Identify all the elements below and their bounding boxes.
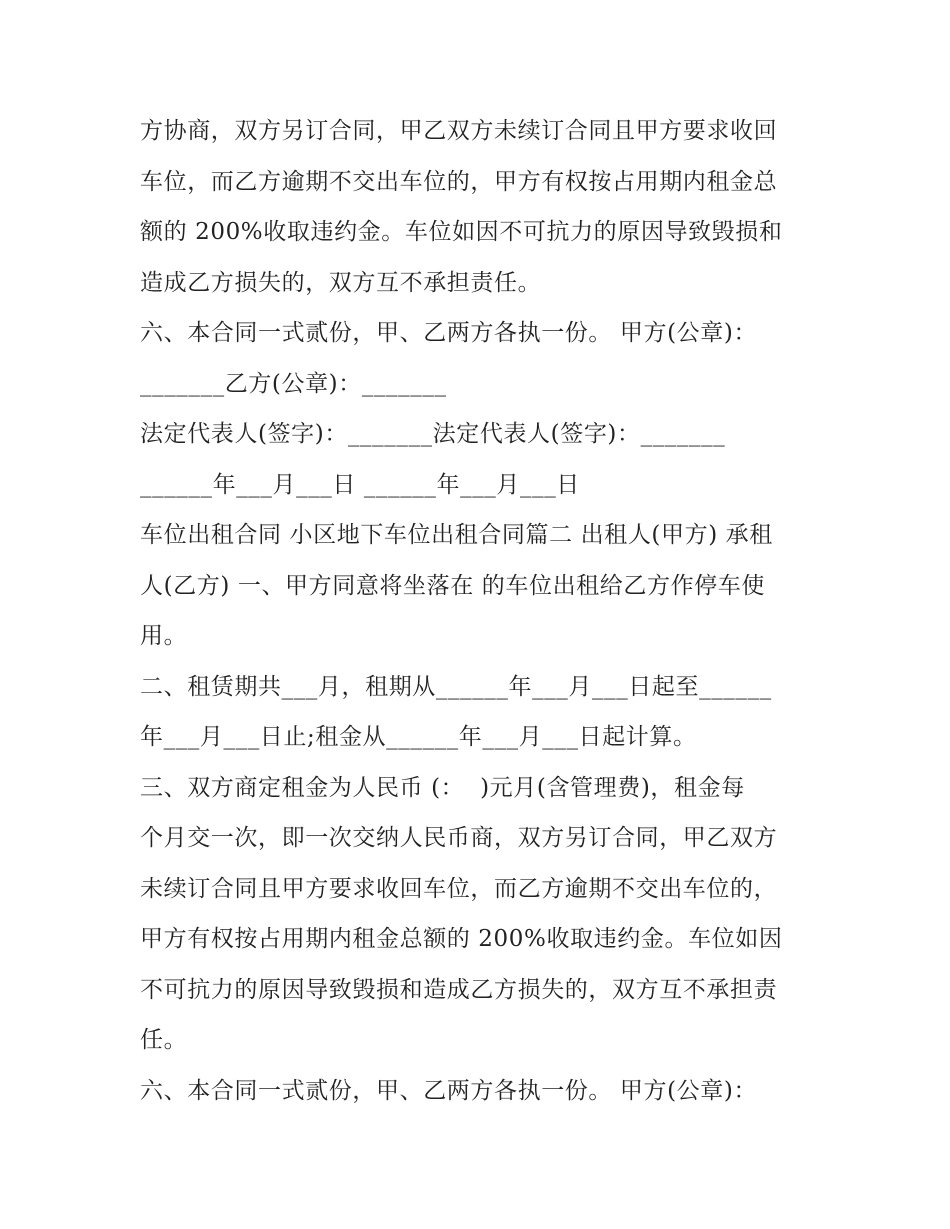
text-line-12: 二、租赁期共___月，租期从______年___月___日起至______ <box>140 673 772 700</box>
text-line-1: 方协商，双方另订合同，甲乙双方未续订合同且甲方要求收回 <box>140 118 778 144</box>
text-line-7: 法定代表人(签字)：_______法定代表人(签字)：_______ <box>140 421 726 447</box>
text-line-15: 个月交一次，即一次交纳人民币商，双方另订合同，甲乙双方 <box>140 825 778 851</box>
document-body <box>140 106 820 1116</box>
text-line-11: 用。 <box>140 623 188 649</box>
text-line-2: 车位，而乙方逾期不交出车位的，甲方有权按占用期内租金总 <box>140 168 778 195</box>
text-line-14: 三、双方商定租金为人民币 (： )元月(含管理费)，租金每 <box>140 774 745 801</box>
text-line-3: 额的 200%收取违约金。车位如因不可抗力的原因导致毁损和 <box>140 219 783 245</box>
text-line-6: _______乙方(公章)：_______ <box>140 370 447 397</box>
text-line-10: 人(乙方) 一、甲方同意将坐落在 的车位出租给乙方作停车使 <box>140 572 765 599</box>
text-line-19: 任。 <box>140 1027 188 1053</box>
text-line-5: 六、本合同一式贰份，甲、乙两方各执一份。 甲方(公章)： <box>140 320 758 346</box>
text-line-13: 年___月___日止;租金从______年___月___日起计算。 <box>140 724 697 750</box>
text-line-17: 甲方有权按占用期内租金总额的 200%收取违约金。车位如因 <box>140 926 783 952</box>
text-line-8: ______年___月___日 ______年___月___日 <box>140 471 580 498</box>
text-line-4: 造成乙方损失的，双方互不承担责任。 <box>140 269 542 296</box>
text-line-16: 未续订合同且甲方要求收回车位，而乙方逾期不交出车位的， <box>140 875 778 902</box>
text-line-18: 不可抗力的原因导致毁损和造成乙方损失的，双方互不承担责 <box>140 976 778 1003</box>
text-line-20: 六、本合同一式贰份，甲、乙两方各执一份。 甲方(公章)： <box>140 1077 758 1104</box>
text-line-9: 车位出租合同 小区地下车位出租合同篇二 出租人(甲方) 承租 <box>140 522 773 548</box>
